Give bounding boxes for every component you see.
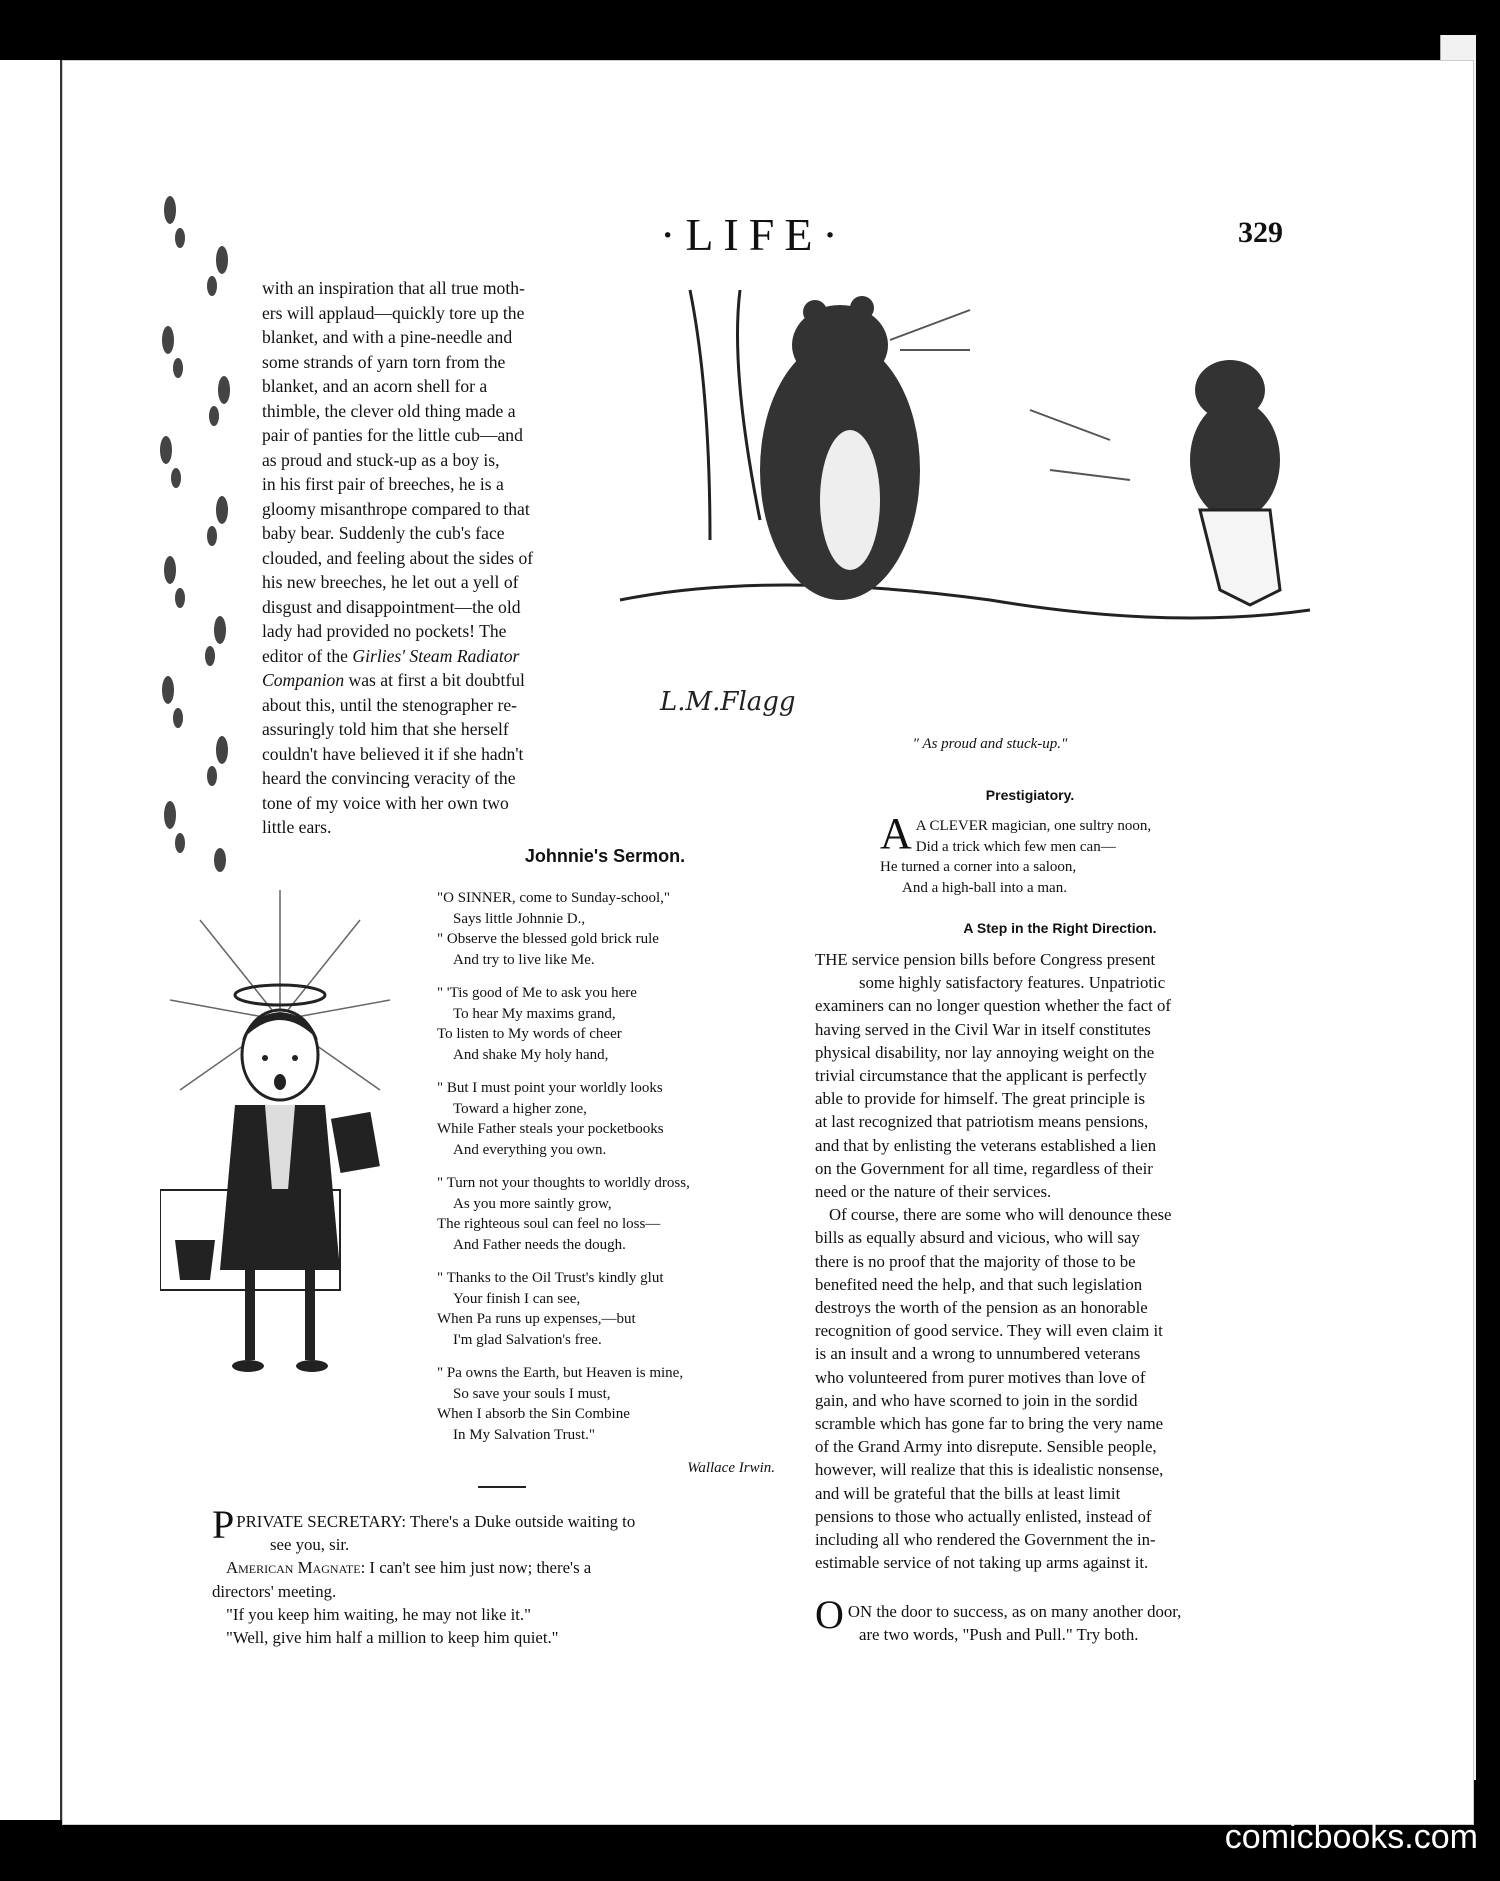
poem-line: " Observe the blessed gold brick rule	[437, 931, 659, 947]
story-line: in his first pair of breeches, he is a	[262, 474, 504, 494]
door-line-2: are two words, "Push and Pull." Try both.	[859, 1625, 1139, 1645]
poem-line: And Father needs the dough.	[453, 1236, 626, 1253]
poem-line: Your finish I can see,	[453, 1290, 581, 1307]
editorial-line: of the Grand Army into disrepute. Sensible people,	[815, 1437, 1157, 1457]
poem-line: " 'Tis good of Me to ask you here	[437, 985, 637, 1001]
editorial-line: able to provide for himself. The great principle is	[815, 1089, 1146, 1109]
editorial-line: benefited need the help, and that such legislation	[815, 1274, 1143, 1294]
editorial-line: at last recognized that patriotism means pensions,	[815, 1112, 1149, 1132]
story-line: lady had provided no pockets! The	[262, 621, 507, 641]
editorial-line: having served in the Civil War in itself constitutes	[815, 1019, 1151, 1039]
sermon-stanza	[415, 1078, 795, 1160]
editorial-line: trivial circumstance that the applicant is perfectly	[815, 1066, 1147, 1086]
editorial-line: recognition of good service. They will even claim it	[815, 1321, 1163, 1341]
ps-line-3: American Magnate: I can't see him just now; there's a	[226, 1558, 592, 1578]
site-watermark: comicbooks.com	[1224, 1818, 1478, 1856]
editorial-line: estimable service of not taking up arms against it.	[815, 1553, 1149, 1573]
prestigiatory-poem	[880, 809, 1240, 898]
sermon-stanza	[415, 1363, 795, 1445]
story-line: as proud and stuck-up as a boy is,	[262, 449, 500, 470]
poem-line: When Pa runs up expenses,—but	[437, 1311, 636, 1327]
editorial-line: and that by enlisting the veterans established a lien	[815, 1135, 1157, 1155]
poem-line: To hear My maxims grand,	[453, 1005, 616, 1022]
ps-line-5: "If you keep him waiting, he may not like it."	[226, 1604, 531, 1624]
editorial-line: Of course, there are some who will denounce these	[829, 1205, 1172, 1225]
story-line: blanket, and with a pine-needle and	[262, 327, 513, 347]
previous-page-edge	[0, 60, 64, 1820]
story-line: some strands of yarn torn from the	[262, 351, 506, 372]
footprints-border	[150, 190, 250, 890]
svg-text:L.M.Flagg: L.M.Flagg	[660, 687, 796, 717]
story-line: gloomy misanthrope compared to that	[262, 498, 530, 519]
ps-line-6: "Well, give him half a million to keep him quiet."	[226, 1628, 559, 1648]
poem-line: To listen to My words of cheer	[437, 1026, 622, 1042]
sermon-stanza	[415, 1268, 795, 1350]
poem-line: " Thanks to the Oil Trust's kindly glut	[437, 1270, 664, 1286]
poem-line: And a high-ball into a man.	[902, 879, 1067, 896]
editorial-line: examiners can no longer question whether the fact of	[815, 996, 1172, 1016]
poem-line: The righteous soul can feel no loss—	[437, 1216, 661, 1232]
door-paragraph	[815, 1592, 1283, 1646]
editorial-line: there is no proof that the majority of those to be	[815, 1251, 1136, 1271]
ps-line-2: see you, sir.	[270, 1535, 350, 1555]
poem-line: " Pa owns the Earth, but Heaven is mine,	[437, 1365, 684, 1381]
poem-line: While Father steals your pocketbooks	[437, 1121, 664, 1137]
poem-line: And everything you own.	[453, 1141, 607, 1158]
poem-line: And try to live like Me.	[453, 951, 595, 968]
ps-line-4: directors' meeting.	[212, 1581, 337, 1601]
story-line: thimble, the clever old thing made a	[262, 400, 516, 421]
story-column	[262, 276, 592, 840]
poem-line: In My Salvation Trust."	[453, 1426, 595, 1443]
editorial-line: destroys the worth of the pension as an honorable	[815, 1298, 1148, 1318]
editorial-line: including all who rendered the Government the in-	[815, 1530, 1156, 1550]
sermon-title: Johnnie's Sermon.	[524, 846, 686, 866]
poem-line: Says little Johnnie D.,	[453, 910, 586, 927]
story-line-17: Companion was at first a bit doubtful	[262, 670, 525, 690]
bear-caption: " As proud and stuck-up."	[912, 736, 1068, 752]
poem-line: I'm glad Salvation's free.	[453, 1331, 602, 1348]
story-line-16: editor of the Girlies' Steam Radiator	[262, 645, 520, 666]
prestigiatory-title: Prestigiatory.	[985, 787, 1075, 803]
poem-line: Did a trick which few men can—	[915, 838, 1116, 855]
editorial-line: some highly satisfactory features. Unpatriotic	[859, 973, 1166, 993]
editorial-line: who volunteered from purer motives than love of	[815, 1367, 1146, 1387]
masthead: ·LIFE·	[660, 209, 848, 260]
story-line: tone of my voice with her own two	[262, 792, 509, 813]
editorial-line: need or the nature of their services.	[815, 1182, 1052, 1202]
story-line: couldn't have believed it if she hadn't	[262, 743, 524, 764]
sermon-stanza	[415, 888, 795, 970]
sermon-stanza	[415, 983, 795, 1065]
story-line: blanket, and an acorn shell for a	[262, 376, 488, 396]
story-line: baby bear. Suddenly the cub's face	[262, 523, 505, 543]
editorial-line: bills as equally absurd and vicious, who will say	[815, 1228, 1140, 1248]
sermon-poem	[415, 888, 795, 1479]
bear-illustration	[610, 270, 1370, 720]
poem-line: A A CLEVER magician, one sultry noon,	[880, 809, 1152, 858]
story-line: with an inspiration that all true moth-	[262, 278, 525, 298]
poem-line: " Turn not your thoughts to worldly dross,	[437, 1175, 690, 1191]
editorial-line: gain, and who have scorned to join in the sordid	[815, 1390, 1138, 1410]
story-line: about this, until the stenographer re-	[262, 694, 518, 715]
editorial-line: however, will realize that this is idealistic nonsense,	[815, 1460, 1164, 1480]
editorial-title: A Step in the Right Direction.	[963, 920, 1157, 936]
editorial-body	[815, 948, 1283, 1574]
story-line: assuringly told him that she herself	[262, 719, 509, 739]
editorial-line: and will be grateful that the bills at least limit	[815, 1483, 1121, 1503]
story-line: his new breeches, he let out a yell of	[262, 572, 519, 592]
story-line: clouded, and feeling about the sides of	[262, 547, 534, 568]
story-line: heard the convincing veracity of the	[262, 768, 516, 788]
poem-line: He turned a corner into a saloon,	[880, 859, 1077, 875]
story-line: disgust and disappointment—the old	[262, 596, 521, 617]
ps-line-1: PPRIVATE SECRETARY: There's a Duke outside waiting to	[212, 1502, 636, 1547]
editorial-line: THE service pension bills before Congress present	[815, 950, 1156, 969]
editorial-line: on the Government for all time, regardless of their	[815, 1158, 1153, 1178]
story-line: ers will applaud—quickly tore up the	[262, 302, 525, 323]
editorial-line: physical disability, nor lay annoying weight on the	[815, 1042, 1155, 1062]
editorial-line: is an insult and a wrong to unnumbered veterans	[815, 1344, 1141, 1364]
poem-line: And shake My holy hand,	[453, 1046, 609, 1063]
sermon-stanza	[415, 1173, 795, 1255]
door-line-1: OON the door to success, as on many another door,	[815, 1592, 1182, 1637]
private-secretary-dialogue	[212, 1502, 792, 1649]
page-number: 329	[1238, 216, 1283, 249]
sermon-author: Wallace Irwin.	[687, 1460, 775, 1476]
story-line: little ears.	[262, 817, 332, 837]
poem-line: As you more saintly grow,	[453, 1195, 612, 1212]
editorial-line: pensions to those who actually enlisted, instead of	[815, 1506, 1152, 1526]
story-line: pair of panties for the little cub—and	[262, 425, 523, 445]
poem-line: " But I must point your worldly looks	[437, 1080, 663, 1096]
poem-line: "O SINNER, come to Sunday-school,"	[437, 890, 671, 906]
poem-line: When I absorb the Sin Combine	[437, 1406, 630, 1422]
editorial-line: scramble which has gone far to bring the very name	[815, 1414, 1164, 1434]
poem-line: Toward a higher zone,	[453, 1100, 587, 1117]
poem-line: So save your souls I must,	[453, 1385, 611, 1402]
section-divider	[478, 1486, 526, 1488]
